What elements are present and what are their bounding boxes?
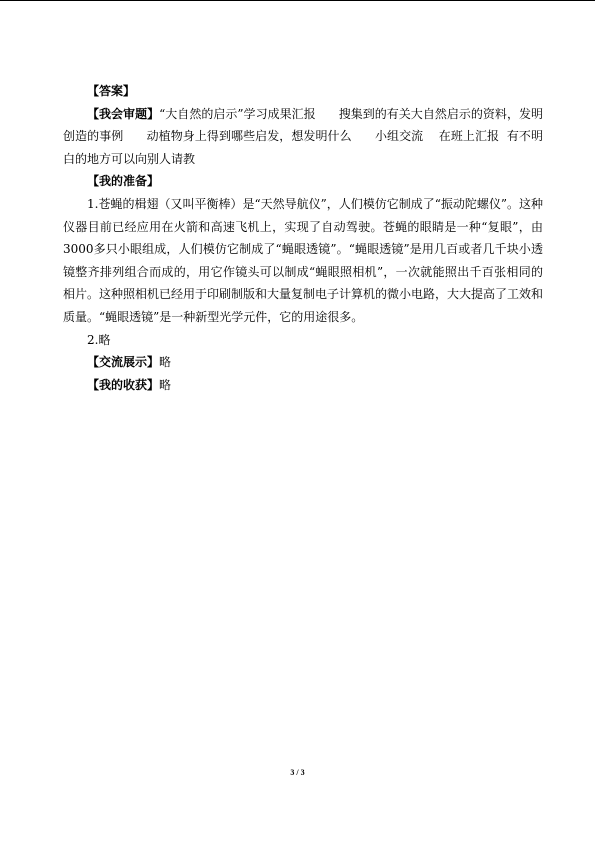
- review-item-1: “大自然的启示”学习成果汇报: [159, 106, 316, 121]
- section-exchange-display: [63, 351, 543, 374]
- review-item-4: 小组交流: [374, 129, 424, 144]
- review-item-2: 搜集到的有关大自然启示的资料，发明创造的事例: [63, 106, 543, 144]
- review-item-5: 在班上汇报: [438, 129, 500, 144]
- preparation-paragraph-2: 2.略: [87, 332, 111, 347]
- preparation-heading: 【我的准备】: [87, 174, 160, 189]
- answer-content: [63, 80, 543, 396]
- my-gains-text: 略: [159, 377, 172, 392]
- review-item-6: 有不明白的地方可以向别人请教: [63, 129, 543, 166]
- exchange-display-text: 略: [159, 355, 172, 370]
- review-item-3: 动植物身上得到哪些启发，想发明什么: [146, 129, 352, 144]
- section-my-gains: [63, 374, 543, 397]
- exchange-display-heading: 【交流展示】: [87, 355, 160, 370]
- top-rule: [0, 0, 595, 1]
- my-gains-heading: 【我的收获】: [87, 377, 160, 392]
- page-number: 3 / 3: [290, 768, 305, 777]
- review-question-heading: 【我会审题】: [87, 106, 160, 121]
- preparation-paragraph-1: 1.苍蝇的楫翅（又叫平衡棒）是“天然导航仪”，人们模仿它制成了“振动陀螺仪”。这种仪器目前已经应用在火箭和高速飞机上，实现了自动驾驶。苍蝇的眼睛是一种“复眼”，由3000多只小眼组成，人们模仿它制成了“蝇眼透镜”。“蝇眼透镜”是用几百或者几千块小透镜整齐排列组合而成的，用它作镜头可以制成“蝇眼照相机”，一次就能照出千百张相同的相片。这种照相机已经用于印刷制版和大量复制电子计算机的微小电路，大大提高了工效和质量。“蝇眼透镜”是一种新型光学元件，它的用途很多。: [63, 196, 544, 324]
- answer-heading: 【答案】: [87, 84, 136, 98]
- section-review-question: [63, 103, 543, 171]
